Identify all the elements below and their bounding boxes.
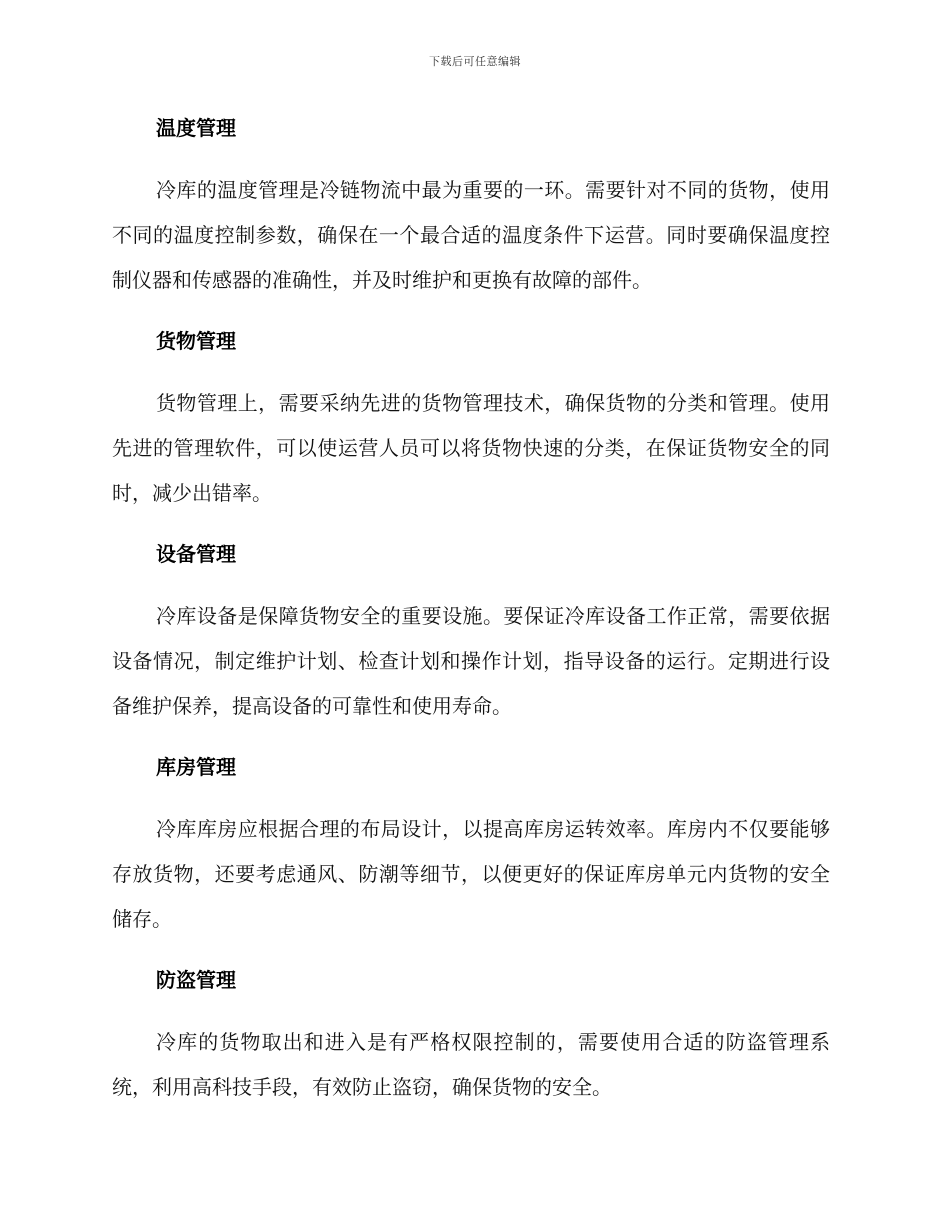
section-body-warehouse: 冷库库房应根据合理的布局设计，以提高库房运转效率。库房内不仅要能够存放货物，还要考虑通风、防潮等细节，以便更好的保证库房单元内货物的安全储存。 [112, 817, 830, 931]
section-body-temperature: 冷库的温度管理是冷链物流中最为重要的一环。需要针对不同的货物，使用不同的温度控制参数，确保在一个最合适的温度条件下运营。同时要确保温度控制仪器和传感器的准确性，并及时维护和更换有故障的部件。 [112, 178, 830, 292]
section-body-goods: 货物管理上，需要采纳先进的货物管理技术，确保货物的分类和管理。使用先进的管理软件，可以使运营人员可以将货物快速的分类，在保证货物安全的同时，减少出错率。 [112, 391, 830, 505]
document-content [112, 112, 830, 1132]
header-note: 下载后可任意编辑 [429, 55, 521, 68]
section-heading-warehouse: 库房管理 [156, 755, 236, 779]
section-heading-temperature: 温度管理 [156, 116, 236, 140]
section-body-equipment: 冷库设备是保障货物安全的重要设施。要保证冷库设备工作正常，需要依据设备情况，制定维护计划、检查计划和操作计划，指导设备的运行。定期进行设备维护保养，提高设备的可靠性和使用寿命。 [112, 604, 830, 718]
section-heading-equipment: 设备管理 [156, 542, 236, 566]
section-heading-goods: 货物管理 [156, 329, 236, 353]
section-body-theft-prevention: 冷库的货物取出和进入是有严格权限控制的，需要使用合适的防盗管理系统，利用高科技手段，有效防止盗窃，确保货物的安全。 [112, 1030, 830, 1099]
section-heading-theft-prevention: 防盗管理 [156, 968, 236, 992]
